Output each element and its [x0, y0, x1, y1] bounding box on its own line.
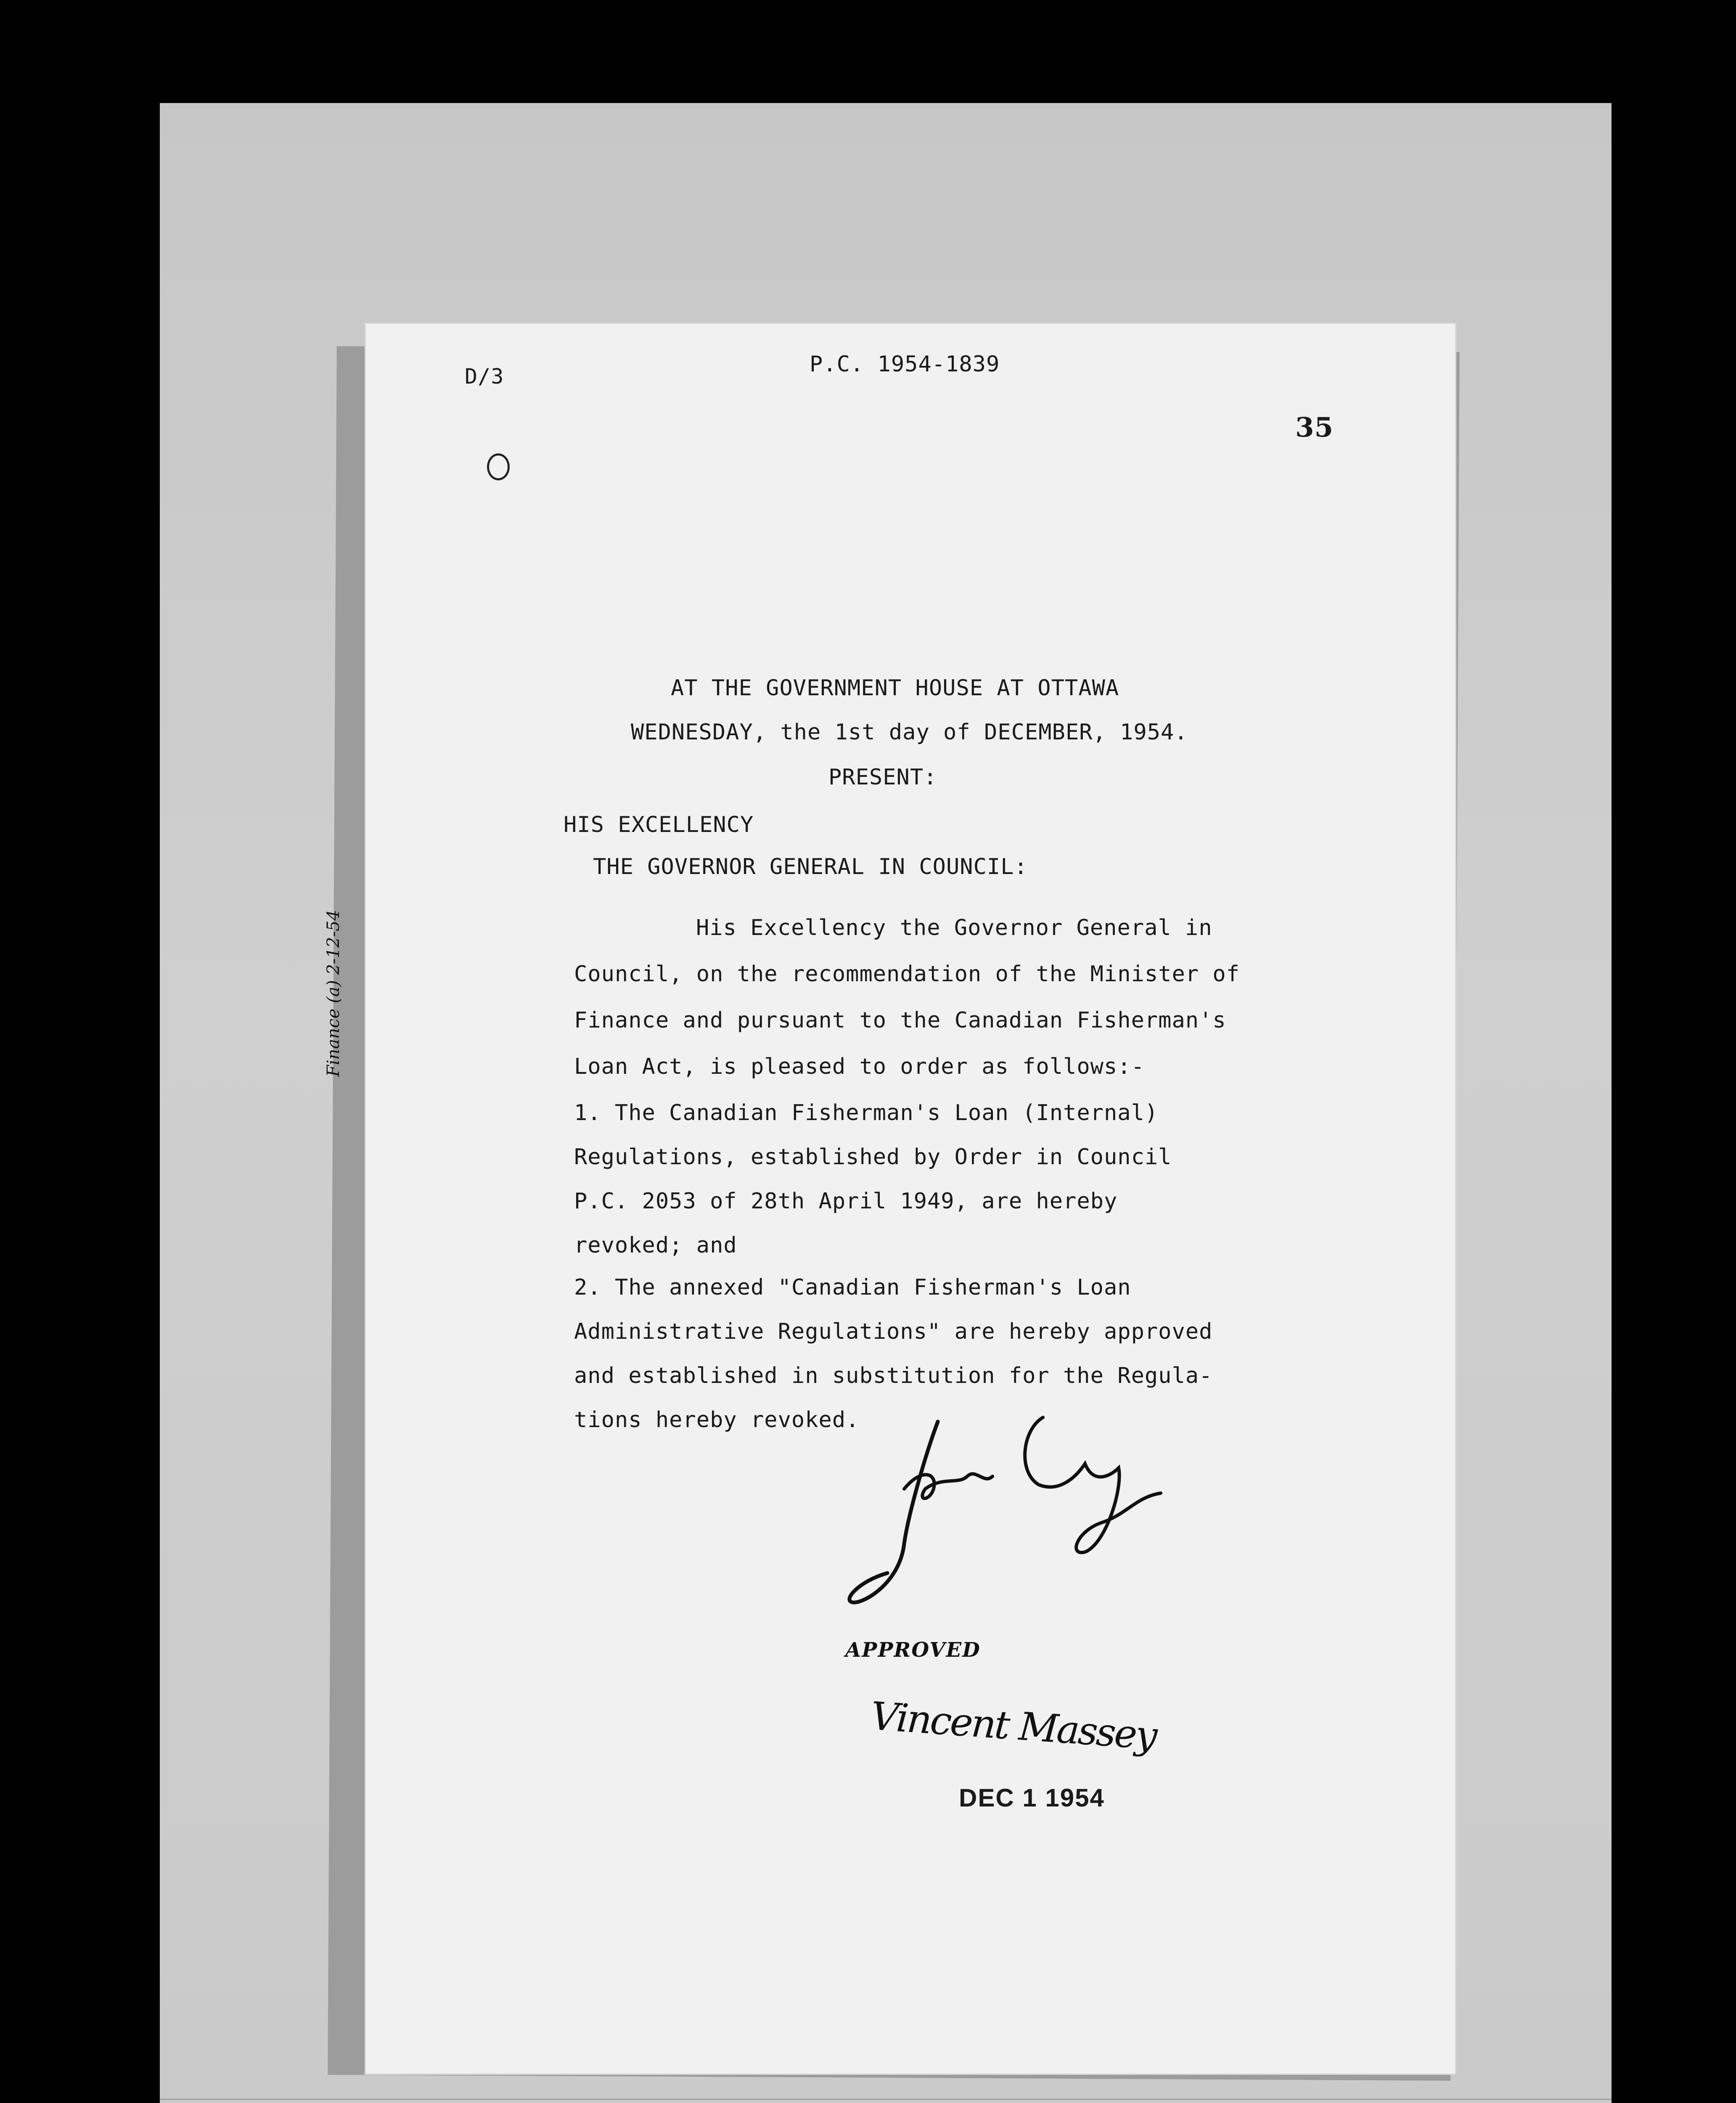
- pc-number: P.C. 1954-1839: [810, 352, 1000, 377]
- clerk-signature: [841, 1405, 1186, 1615]
- page-number: 35: [1295, 412, 1334, 443]
- body-line: Regulations, established by Order in Council: [574, 1144, 1172, 1170]
- body-line: 1. The Canadian Fisherman's Loan (Internal): [574, 1100, 1159, 1126]
- heading-present: PRESENT:: [828, 765, 937, 790]
- date-stamp: DEC 1 1954: [959, 1784, 1105, 1812]
- body-line: revoked; and: [574, 1233, 737, 1258]
- file-code: D/3: [465, 364, 504, 389]
- scan-divider: [160, 2099, 1612, 2100]
- body-line: Council, on the recommendation of the Minister of: [574, 961, 1240, 987]
- margin-note: Finance (a) 2-12-54: [324, 910, 343, 1077]
- punch-hole-mark: [487, 453, 510, 480]
- approved-label: APPROVED: [845, 1638, 981, 1662]
- body-line: tions hereby revoked.: [574, 1407, 860, 1433]
- body-line: His Excellency the Governor General in: [696, 915, 1212, 940]
- body-line: Loan Act, is pleased to order as follows:-: [574, 1054, 1145, 1079]
- addressee-governor: THE GOVERNOR GENERAL IN COUNCIL:: [593, 854, 1028, 879]
- heading-location: AT THE GOVERNMENT HOUSE AT OTTAWA: [671, 675, 1119, 701]
- governor-general-signature: Vincent Massey: [869, 1693, 1157, 1759]
- body-line: and established in substitution for the Regula-: [574, 1363, 1213, 1388]
- body-line: Finance and pursuant to the Canadian Fisherman's: [574, 1008, 1226, 1033]
- body-line: 2. The annexed "Canadian Fisherman's Loan: [574, 1275, 1131, 1300]
- addressee-excellency: HIS EXCELLENCY: [564, 812, 754, 837]
- body-line: Administrative Regulations" are hereby approved: [574, 1319, 1213, 1344]
- body-line: P.C. 2053 of 28th April 1949, are hereby: [574, 1189, 1118, 1214]
- heading-date: WEDNESDAY, the 1st day of DECEMBER, 1954.: [631, 720, 1188, 745]
